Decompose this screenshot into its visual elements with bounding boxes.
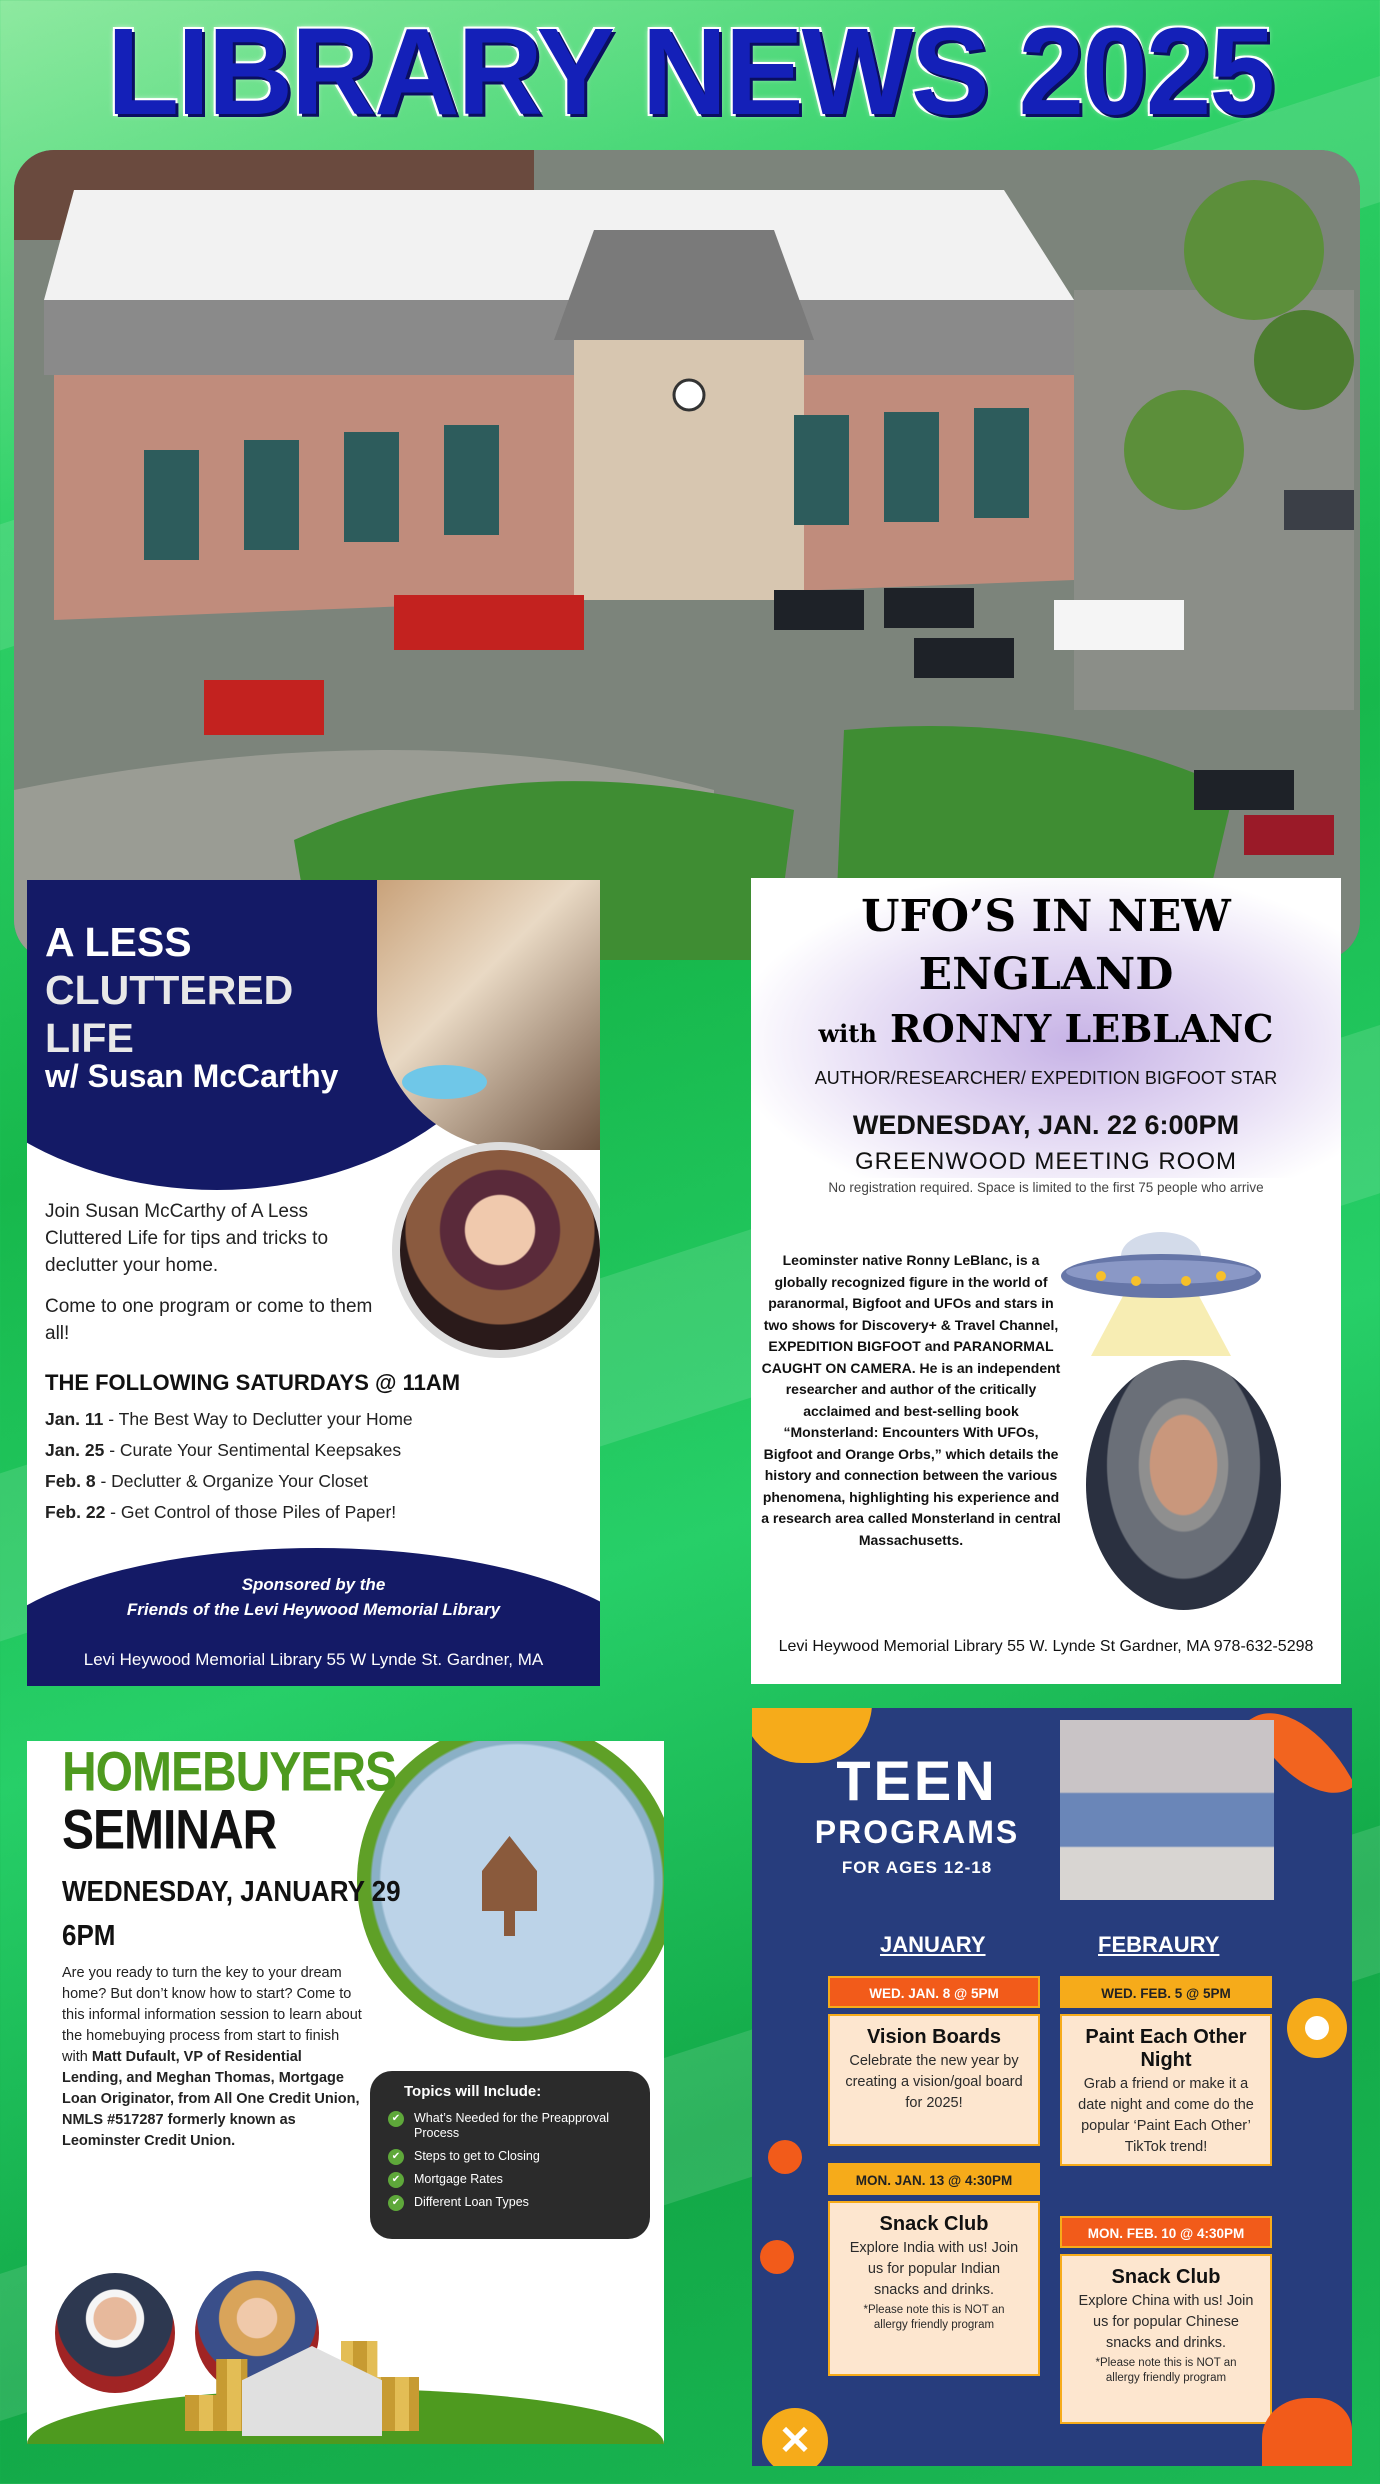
teens-photo <box>1060 1720 1274 1900</box>
list-item: ✔ Mortgage Rates <box>388 2172 638 2187</box>
list-item: ✔ Steps to get to Closing <box>388 2149 638 2164</box>
flyer-subtitle: PROGRAMS <box>814 1814 1020 1850</box>
decor-dot <box>760 2240 794 2274</box>
event-room: GREENWOOD MEETING ROOM <box>855 1148 1237 1175</box>
cluttered-life-flyer <box>27 880 600 1686</box>
schedule-item: Feb. 8 - Declutter & Organize Your Closet <box>45 1471 368 1491</box>
library-address: Levi Heywood Memorial Library 55 W. Lynde St Gardner, MA 978-632-5298 <box>778 1638 1314 1655</box>
flyer-description: Join Susan McCarthy of A Less Cluttered Life for tips and tricks to declutter your home. Come to one program or come to them all! <box>45 1201 373 1344</box>
event-card: Snack Club Explore India with us! Join us for popular Indian snacks and drinks. *Please note this is NOT an allergy friendly program <box>828 2201 1040 2376</box>
event-datetime: WEDNESDAY, JAN. 22 6:00PM <box>852 1110 1240 1140</box>
topics-heading: Topics will Include: <box>404 2083 542 2100</box>
list-item: ✔ What’s Needed for the Preapproval Process <box>388 2111 638 2141</box>
registration-note: No registration required. Space is limited to the first 75 people who arrive <box>828 1180 1264 1195</box>
presenter-photo <box>392 1142 600 1358</box>
age-range: FOR AGES 12-18 <box>841 1858 993 1877</box>
speaker-name: with RONNY LEBLANC <box>818 1006 1274 1051</box>
presenter-photo-matt <box>55 2273 175 2393</box>
homebuyers-flyer <box>27 1741 664 2444</box>
list-item: ✔ Different Loan Types <box>388 2195 638 2210</box>
decor-ring <box>1287 1998 1347 2058</box>
flyer-title: A LESS CLUTTERED LIFE <box>45 919 294 1061</box>
flyer-subtitle: w/ Susan McCarthy <box>45 1058 339 1094</box>
page-title: LIBRARY NEWS 2025 <box>107 2 1273 142</box>
flyer-title: TEEN <box>836 1749 998 1812</box>
ufo-icon <box>1056 1226 1266 1356</box>
event-card: Paint Each Other Night Grab a friend or make it a date night and come do the popular ‘Paint Each Other’ TikTok trend! <box>1060 2014 1272 2166</box>
library-address: Levi Heywood Memorial Library 55 W Lynde St. Gardner, MA <box>83 1650 544 1669</box>
schedule-heading: THE FOLLOWING SATURDAYS @ 11AM <box>45 1370 461 1395</box>
topics-box <box>370 2071 650 2239</box>
flyer-description: Are you ready to turn the key to your dream home? But don’t know how to start? Come to this informal information session to learn about the homebuying process from start to finish with Matt Dufault, VP of Residential Lending, and Meghan Thomas, Mortgage Loan Originator, from All One Credit Union, NMLS #517287 formerly known as Leominster Credit Union. <box>62 1965 362 2149</box>
schedule-item: Jan. 25 - Curate Your Sentimental Keepsakes <box>45 1440 402 1460</box>
flyer-title: HOMEBUYERS <box>62 1742 397 1804</box>
flyer-title: UFO’S IN NEW ENGLAND <box>861 891 1231 1000</box>
speaker-photo <box>1086 1360 1281 1610</box>
event-date-tag: MON. JAN. 13 @ 4:30PM <box>828 2163 1040 2195</box>
mop-icon <box>402 1065 487 1099</box>
speaker-bio: Leominster native Ronny LeBlanc, is a globally recognized figure in the world of paranormal, Bigfoot and UFOs and stars in two shows for Discovery+ & Travel Channel, EXPEDITION BIGFOOT and PARANORMAL CAUGHT ON CAMERA. He is an independent researcher and author of the critically acclaimed and best-selling book “Monsterland: Encounters With UFOs, Bigfoot and Orange Orbs,” which details the history and connection between the various phenomena, highlighting his experience and a research area called Monsterland in central Massachusetts. <box>761 1252 1061 1548</box>
ufo-flyer <box>751 878 1341 1684</box>
month-header-february: FEBRAURY <box>1098 1932 1220 1957</box>
speaker-subtitle: AUTHOR/RESEARCHER/ EXPEDITION BIGFOOT STAR <box>814 1068 1278 1088</box>
event-date-tag: MON. FEB. 10 @ 4:30PM <box>1060 2216 1272 2248</box>
event-date-tag: WED. JAN. 8 @ 5PM <box>828 1976 1040 2008</box>
event-datetime: WEDNESDAY, JANUARY 29 6PM <box>62 1874 401 1952</box>
month-header-january: JANUARY <box>880 1932 986 1957</box>
decor-dot <box>768 2140 802 2174</box>
schedule-item: Jan. 11 - The Best Way to Declutter your Home <box>45 1409 413 1429</box>
library-aerial-photo <box>14 150 1360 960</box>
event-date-tag: WED. FEB. 5 @ 5PM <box>1060 1976 1272 2008</box>
schedule-item: Feb. 22 - Get Control of those Piles of Paper! <box>45 1502 397 1522</box>
event-card: Snack Club Explore China with us! Join us for popular Chinese snacks and drinks. *Please note this is NOT an allergy friendly program <box>1060 2254 1272 2424</box>
flyer-subtitle: SEMINAR <box>62 1800 277 1862</box>
event-card: Vision Boards Celebrate the new year by creating a vision/goal board for 2025! <box>828 2014 1040 2146</box>
decor-blob <box>1262 2398 1352 2466</box>
topics-list <box>388 2111 638 2218</box>
teen-programs-flyer <box>752 1708 1352 2466</box>
schedule-list <box>45 1404 413 1528</box>
x-icon: ✕ <box>762 2408 828 2466</box>
sponsor-text: Sponsored by the Friends of the Levi Heywood Memorial Library <box>126 1575 501 1619</box>
